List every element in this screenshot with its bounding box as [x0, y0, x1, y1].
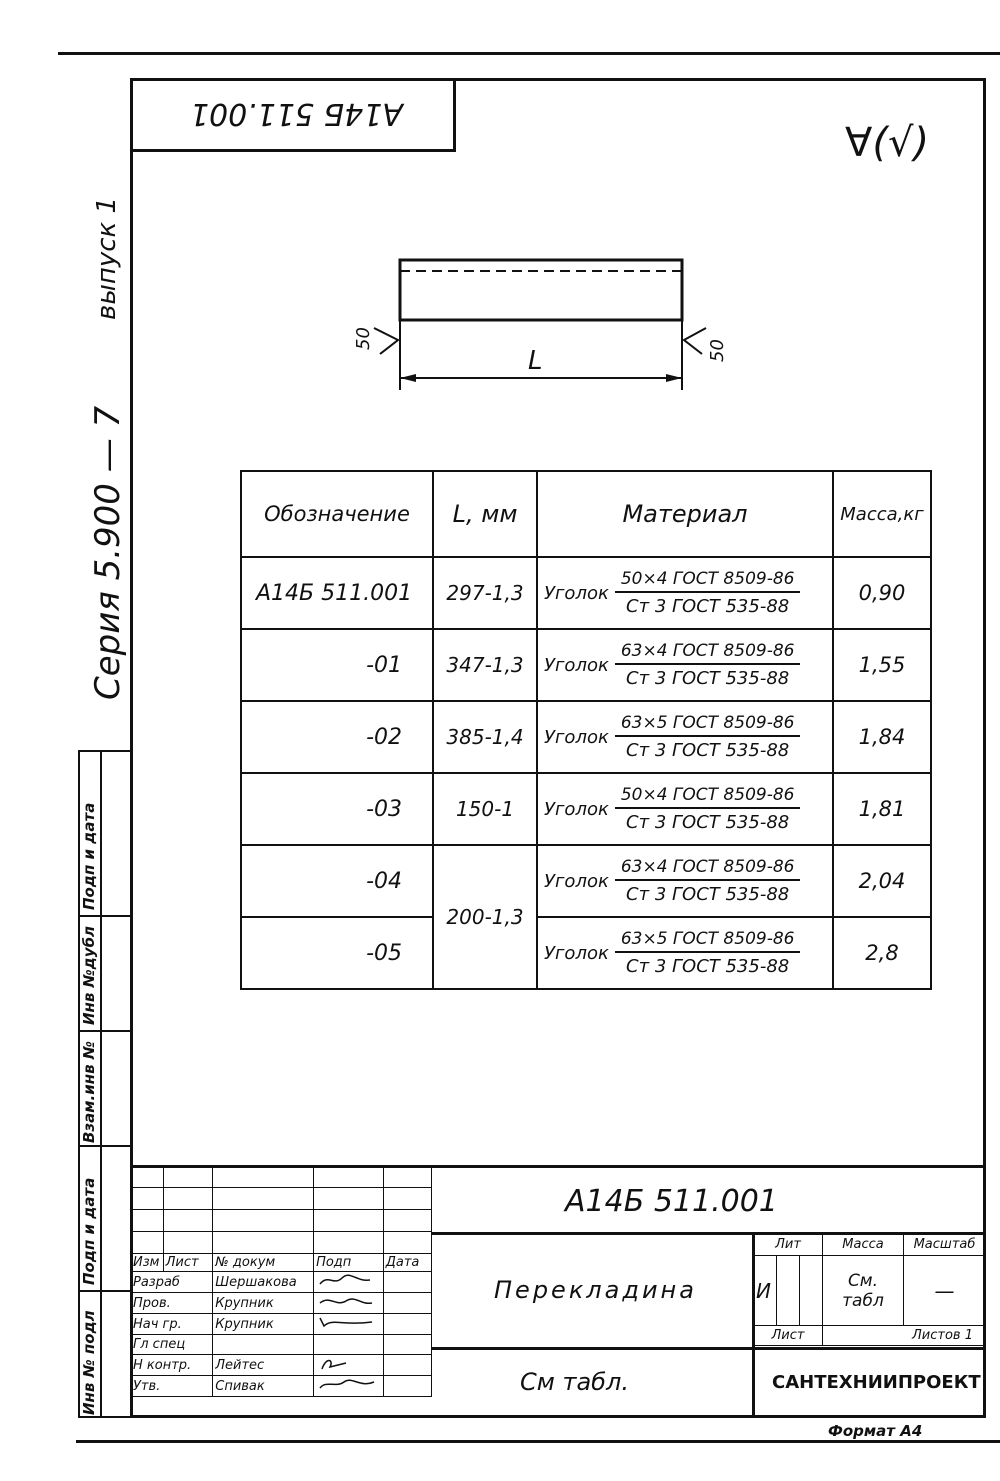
- designation-cell: -03: [241, 773, 433, 845]
- signature-cell: [314, 1314, 384, 1335]
- roughness-mark: ∀(√): [845, 120, 930, 166]
- side-cell-3: Взам.инв №: [80, 1041, 98, 1143]
- material-name: Уголок: [544, 870, 609, 892]
- mass-cell: 2,8: [833, 917, 931, 989]
- role-cell: Разраб: [131, 1272, 213, 1293]
- profile-text: 63×4 ГОСТ 8509-86: [615, 857, 801, 881]
- top-rule: [58, 52, 1000, 55]
- material-name: Уголок: [544, 582, 609, 604]
- profile-text: 63×5 ГОСТ 8509-86: [615, 713, 801, 737]
- length-label: L: [528, 346, 543, 376]
- table-row: [241, 701, 931, 773]
- mass-cell: 1,81: [833, 773, 931, 845]
- doc-code: A14Б 511.001: [565, 1184, 778, 1219]
- designation-cell: -02: [241, 701, 433, 773]
- side-cell-5: Инв № подл: [80, 1310, 98, 1415]
- profile-text: 50×4 ГОСТ 8509-86: [615, 569, 801, 593]
- role-cell: Пров.: [131, 1293, 213, 1314]
- person-cell: [213, 1335, 314, 1355]
- role-cell: Нач гр.: [131, 1314, 213, 1335]
- designation-cell: -05: [241, 917, 433, 989]
- signature-cell: [314, 1355, 384, 1376]
- steel-text: Ст 3 ГОСТ 535-88: [626, 668, 790, 689]
- bevel-left-label: 50: [352, 327, 374, 350]
- material-cell: [537, 701, 833, 773]
- org-name: САНТЕХНИИПРОЕКТ: [772, 1372, 981, 1393]
- material-name: Уголок: [544, 726, 609, 748]
- mass-cell: 1,55: [833, 629, 931, 701]
- length-cell: 347-1,3: [433, 629, 537, 701]
- table-row: [241, 845, 931, 917]
- signature-cell: [314, 1376, 384, 1397]
- person-cell: Лейтес: [213, 1355, 314, 1376]
- signature-cell: [314, 1293, 384, 1314]
- bottom-rule: [76, 1440, 1000, 1443]
- scale-label: Масштаб: [904, 1234, 986, 1256]
- signature-cell: [314, 1272, 384, 1293]
- series-label: Серия 5.900 — 7: [88, 405, 128, 700]
- top-stamp-box: [130, 78, 456, 152]
- head-izm: Изм: [131, 1254, 164, 1272]
- issue-label: выпуск 1: [92, 196, 122, 320]
- side-cell-4: Подп и дата: [80, 1177, 98, 1285]
- person-cell: Крупник: [213, 1314, 314, 1335]
- material-note: См табл.: [520, 1368, 629, 1396]
- material-name: Уголок: [544, 942, 609, 964]
- material-cell: [537, 845, 833, 917]
- col-mass-header: Масса,кг: [833, 471, 931, 557]
- material-cell: [537, 629, 833, 701]
- side-cell-1: Подп и дата: [80, 802, 98, 910]
- bevel-right-label: 50: [706, 339, 728, 362]
- table-row: [241, 773, 931, 845]
- steel-text: Ст 3 ГОСТ 535-88: [626, 812, 790, 833]
- steel-text: Ст 3 ГОСТ 535-88: [626, 956, 790, 977]
- table-row: [241, 629, 931, 701]
- mass-label: Масса: [823, 1234, 904, 1256]
- lit-mass-scale-grid: [753, 1233, 986, 1346]
- material-cell: [537, 773, 833, 845]
- mass-value: См. табл: [823, 1256, 904, 1326]
- material-name: Уголок: [544, 654, 609, 676]
- table-row: [241, 557, 931, 629]
- sheets-label: Листов 1: [823, 1326, 986, 1346]
- role-cell: Утв.: [131, 1376, 213, 1397]
- top-stamp-text: A14Б 511.001: [190, 96, 403, 131]
- profile-text: 63×4 ГОСТ 8509-86: [615, 641, 801, 665]
- material-cell: [537, 917, 833, 989]
- spec-table: [240, 470, 932, 990]
- scale-value: —: [904, 1256, 986, 1326]
- profile-text: 50×4 ГОСТ 8509-86: [615, 785, 801, 809]
- col-material-header: Материал: [537, 471, 833, 557]
- role-cell: Н контр.: [131, 1355, 213, 1376]
- designation-cell: -04: [241, 845, 433, 917]
- mass-cell: 0,90: [833, 557, 931, 629]
- designation-cell: A14Б 511.001: [241, 557, 433, 629]
- steel-text: Ст 3 ГОСТ 535-88: [626, 740, 790, 761]
- steel-text: Ст 3 ГОСТ 535-88: [626, 596, 790, 617]
- col-designation-header: Обозначение: [241, 471, 433, 557]
- lit-value: И: [754, 1256, 777, 1326]
- length-cell: 297-1,3: [433, 557, 537, 629]
- head-sign: Подп: [314, 1254, 384, 1272]
- part-sketch: [340, 250, 740, 410]
- col-length-header: L, мм: [433, 471, 537, 557]
- length-cell: 200-1,3: [433, 845, 537, 989]
- head-date: Дата: [383, 1254, 431, 1272]
- person-cell: Шершакова: [213, 1272, 314, 1293]
- head-list: Лист: [163, 1254, 213, 1272]
- part-name: Перекладина: [494, 1276, 697, 1304]
- mass-cell: 2,04: [833, 845, 931, 917]
- material-name: Уголок: [544, 798, 609, 820]
- format-label: Формат А4: [828, 1422, 923, 1440]
- signature-grid: [130, 1165, 432, 1397]
- head-docnum: № докум: [213, 1254, 314, 1272]
- role-cell: Гл спец: [131, 1335, 213, 1355]
- lit-label: Лит: [754, 1234, 823, 1256]
- length-cell: 385-1,4: [433, 701, 537, 773]
- material-cell: [537, 557, 833, 629]
- sheet-label: Лист: [754, 1326, 823, 1346]
- person-cell: Крупник: [213, 1293, 314, 1314]
- person-cell: Спивак: [213, 1376, 314, 1397]
- table-row: [241, 917, 931, 989]
- side-cell-2: Инв №дубл: [80, 925, 98, 1025]
- length-cell: 150-1: [433, 773, 537, 845]
- designation-cell: -01: [241, 629, 433, 701]
- steel-text: Ст 3 ГОСТ 535-88: [626, 884, 790, 905]
- mass-cell: 1,84: [833, 701, 931, 773]
- profile-text: 63×5 ГОСТ 8509-86: [615, 929, 801, 953]
